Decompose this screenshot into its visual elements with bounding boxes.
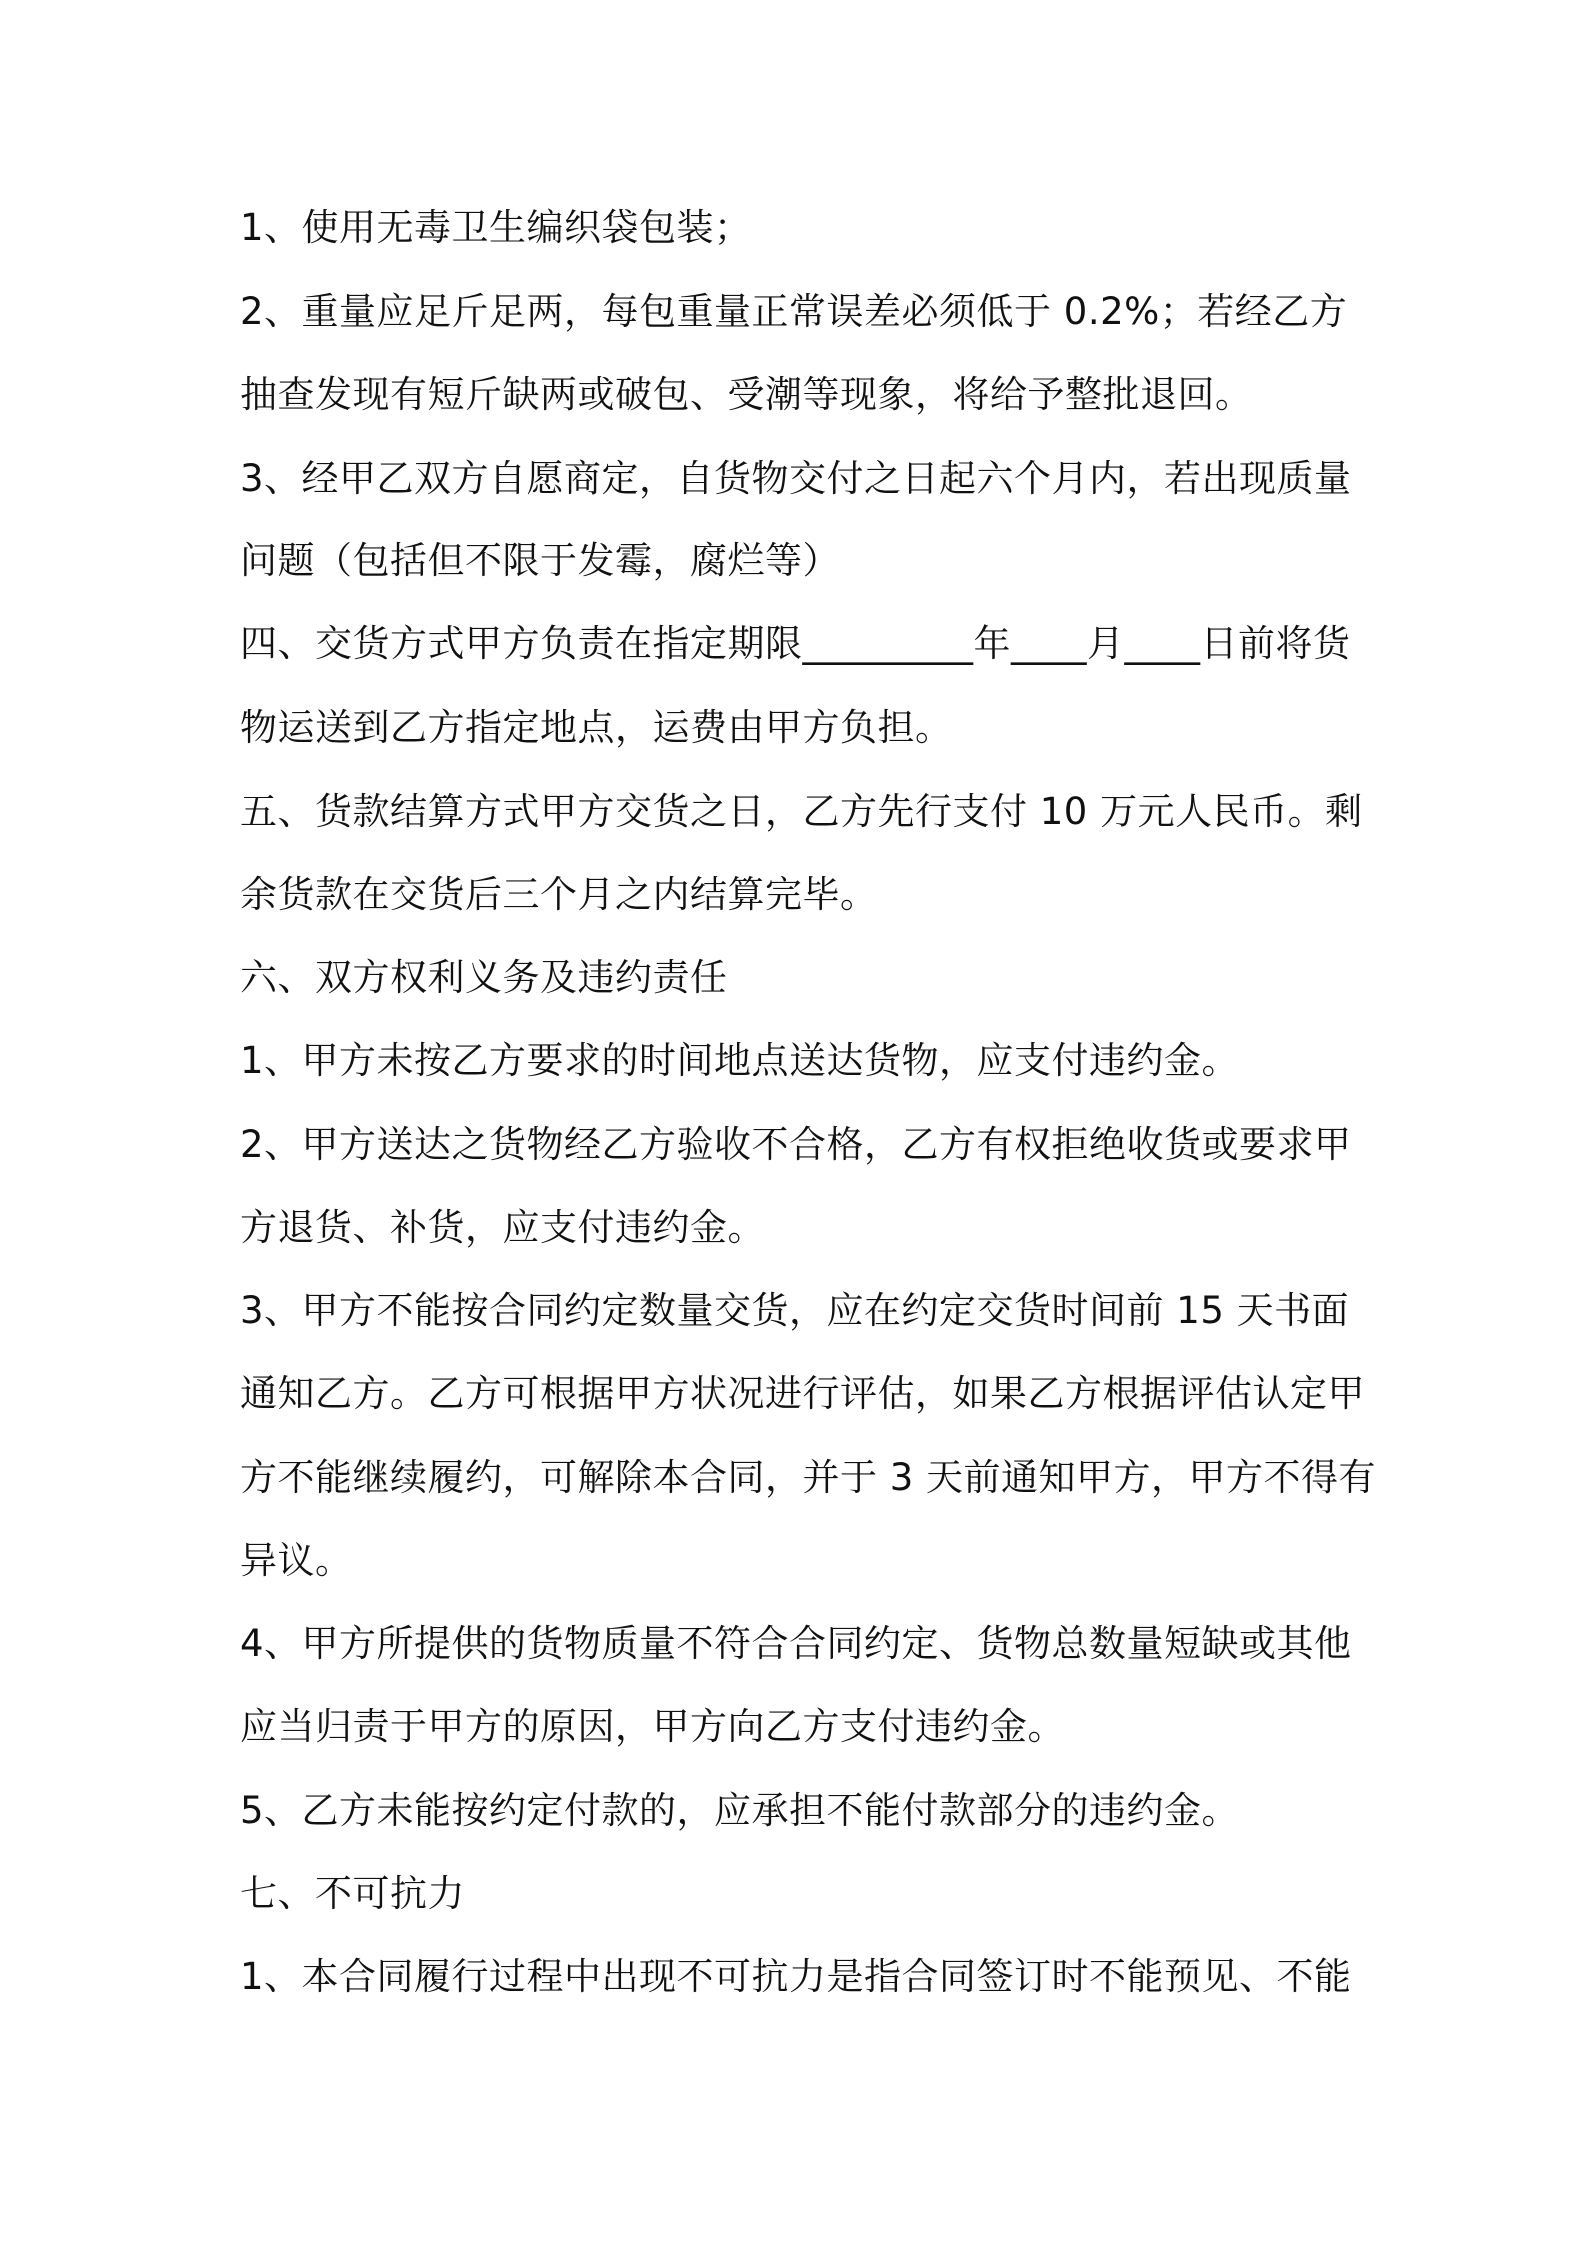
section-4-delivery-line-1: 四、交货方式甲方负责在指定期限_________年____月____日前将货	[240, 622, 1351, 665]
section-6-item-4-line-1: 4、甲方所提供的货物质量不符合合同约定、货物总数量短缺或其他	[240, 1622, 1352, 1665]
clause-2-weight-line-2: 抽查发现有短斤缺两或破包、受潮等现象，将给予整批退回。	[240, 373, 1253, 416]
section-6-item-3-line-4: 异议。	[240, 1539, 353, 1582]
section-4-delivery-line-2: 物运送到乙方指定地点，运费由甲方负担。	[240, 706, 953, 749]
section-6-item-2-line-1: 2、甲方送达之货物经乙方验收不合格，乙方有权拒绝收货或要求甲	[240, 1123, 1352, 1166]
section-6-item-2-line-2: 方退货、补货，应支付违约金。	[240, 1206, 765, 1249]
section-6-item-5: 5、乙方未能按约定付款的，应承担不能付款部分的违约金。	[240, 1789, 1240, 1832]
section-5-payment-line-1: 五、货款结算方式甲方交货之日，乙方先行支付 10 万元人民币。剩	[240, 790, 1363, 833]
section-6-item-1: 1、甲方未按乙方要求的时间地点送达货物，应支付违约金。	[240, 1039, 1240, 1082]
section-7-item-1: 1、本合同履行过程中出现不可抗力是指合同签订时不能预见、不能	[240, 1955, 1352, 1998]
clause-3-quality-line-1: 3、经甲乙双方自愿商定，自货物交付之日起六个月内，若出现质量	[240, 457, 1352, 500]
section-6-item-3-line-1: 3、甲方不能按合同约定数量交货，应在约定交货时间前 15 天书面	[240, 1289, 1350, 1332]
clause-3-quality-line-2: 问题（包括但不限于发霉，腐烂等）	[240, 539, 840, 582]
clause-1-packaging: 1、使用无毒卫生编织袋包装；	[240, 206, 752, 249]
section-7-heading: 七、不可抗力	[240, 1872, 465, 1915]
clause-2-weight-line-1: 2、重量应足斤足两，每包重量正常误差必须低于 0.2%；若经乙方	[240, 290, 1348, 333]
section-6-item-3-line-2: 通知乙方。乙方可根据甲方状况进行评估，如果乙方根据评估认定甲	[240, 1372, 1365, 1415]
section-6-heading: 六、双方权利义务及违约责任	[240, 956, 728, 999]
section-5-payment-line-2: 余货款在交货后三个月之内结算完毕。	[240, 873, 878, 916]
section-6-item-3-line-3: 方不能继续履约，可解除本合同，并于 3 天前通知甲方，甲方不得有	[240, 1456, 1377, 1499]
section-6-item-4-line-2: 应当归责于甲方的原因，甲方向乙方支付违约金。	[240, 1705, 1065, 1748]
